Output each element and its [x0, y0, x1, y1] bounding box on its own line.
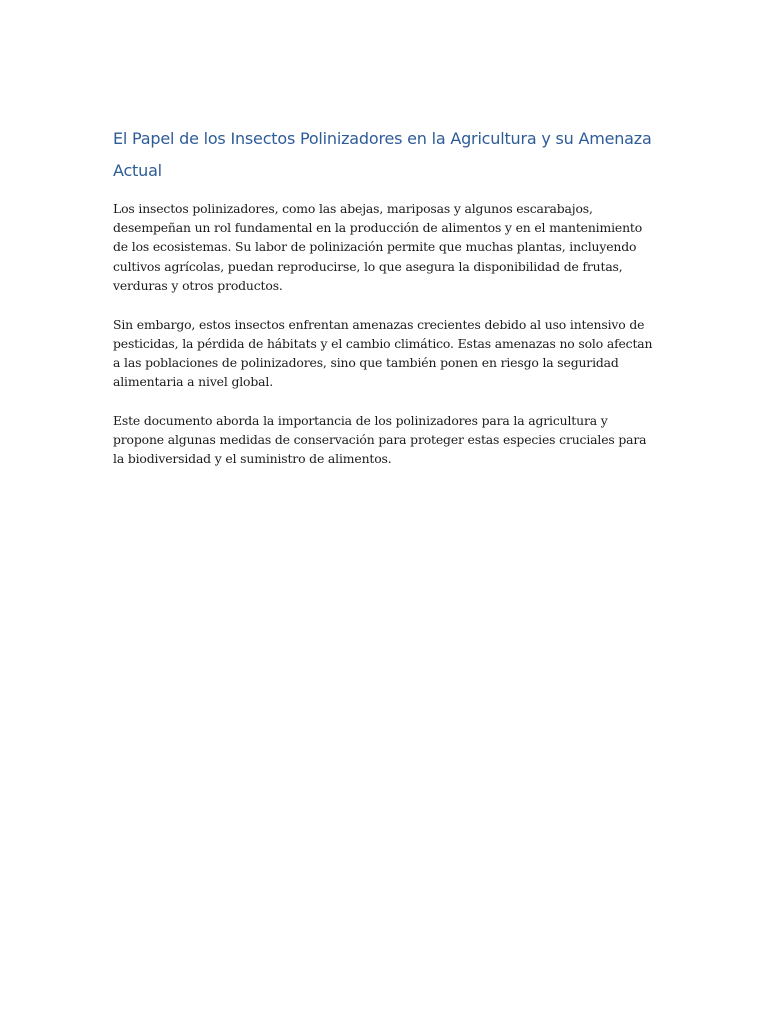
paragraph-scope: Este documento aborda la importancia de los polinizadores para la agricultura y propone algunas medidas de conservación para proteger estas especies cruciales para la biodiversidad y el suministro de alimentos. — [113, 412, 647, 467]
title-container — [113, 123, 658, 187]
paragraph-intro: Los insectos polinizadores, como las abejas, mariposas y algunos escarabajos, desempeñan un rol fundamental en la producción de alimentos y en el mantenimiento de los ecosistemas. Su labor de polinización permite que muchas plantas, incluyendo cultivos agrícolas, puedan reproducirse, lo que asegura la disponibilidad de frutas, verduras y otros productos. — [113, 201, 643, 293]
document-body — [113, 123, 658, 468]
document-title: El Papel de los Insectos Polinizadores en la Agricultura y su Amenaza Actual — [113, 129, 652, 180]
paragraph-threats: Sin embargo, estos insectos enfrentan amenazas crecientes debido al uso intensivo de pesticidas, la pérdida de hábitats y el cambio climático. Estas amenazas no solo afectan a las poblaciones de polinizadores, sino que también ponen en riesgo la seguridad alimentaria a nivel global. — [113, 316, 653, 390]
